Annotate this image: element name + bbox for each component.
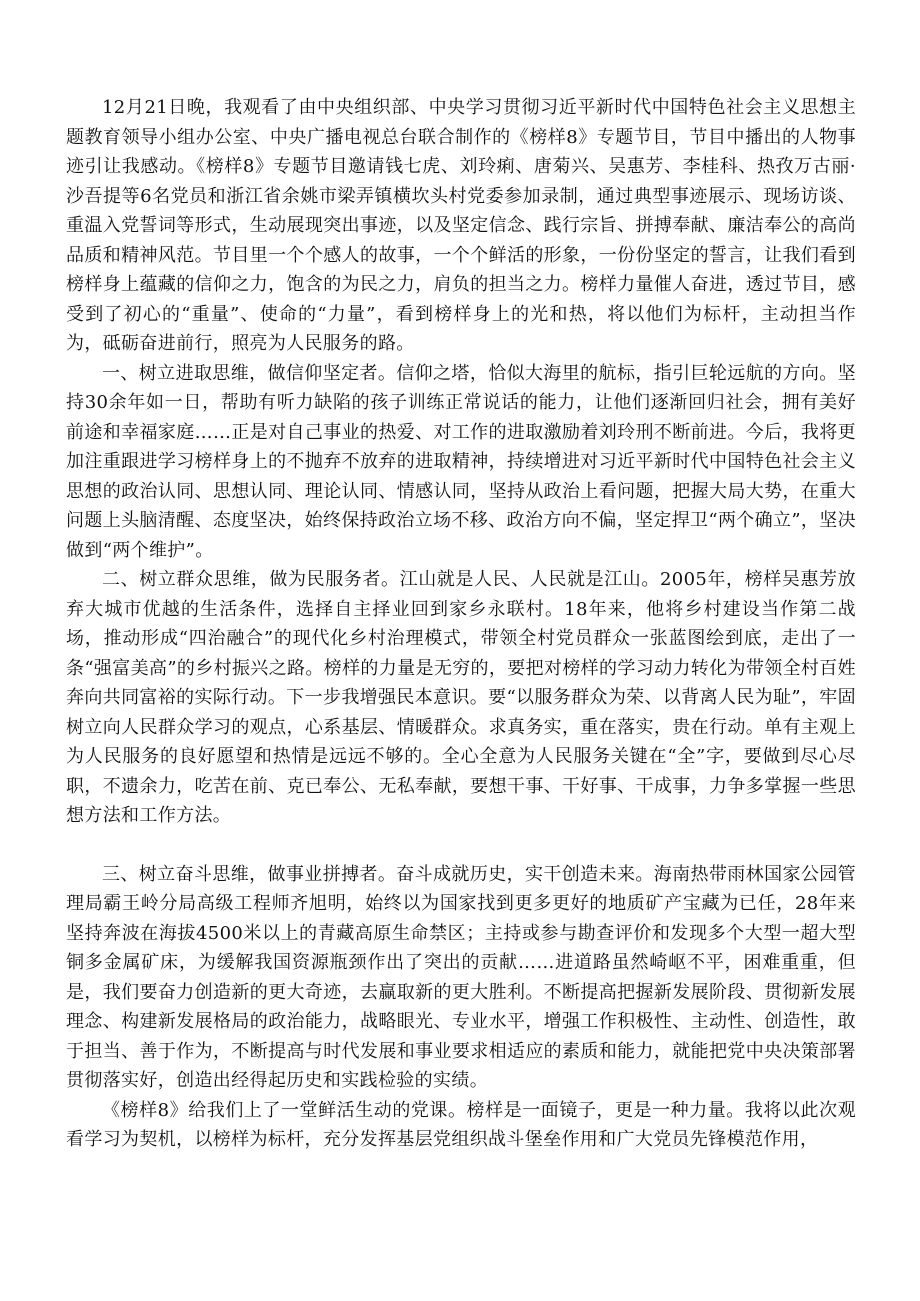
paragraph-conclusion: 《榜样8》给我们上了一堂鲜活生动的党课。榜样是一面镜子，更是一种力量。我将以此次观看学习为契机，以榜样为标杆，充分发挥基层党组织战斗堡垒作用和广大党员先锋模范作用， bbox=[66, 1099, 856, 1150]
paragraph-intro: 12月21日晚，我观看了由中央组织部、中央学习贯彻习近平新时代中国特色社会主义思想主题教育领导小组办公室、中央广播电视总台联合制作的《榜样8》专题节目，节目中播出的人物事迹引让我感动。《榜样8》专题节目邀请钱七虎、刘玲痢、唐菊兴、吴惠芳、李桂科、热孜万古丽·沙吾提等6名党员和浙江省余姚市梁弄镇横坎头村党委参加录制，通过典型事迹展示、现场访谈、重温入党誓词等形式，生动展现突出事迹，以及坚定信念、践行宗旨、拼搏奉献、廉洁奉公的高尚品质和精神风范。节目里一个个感人的故事，一个个鲜活的形象，一份份坚定的誓言，让我们看到榜样身上蕴藏的信仰之力，饱含的为民之力，肩负的担当之力。榜样力量催人奋进，透过节目，感受到了初心的“重量”、使命的“力量”，看到榜样身上的光和热，将以他们为标杆，主动担当作为，砥砺奋进前行，照亮为人民服务的路。 bbox=[66, 97, 856, 354]
document-body bbox=[66, 93, 856, 1155]
paragraph-section-two: 二、树立群众思维，做为民服务者。江山就是人民、人民就是江山。2005年，榜样吴惠芳放弃大城市优越的生活条件，选择自主择业回到家乡永联村。18年来，他将乡村建设当作第二战场，推动形成“四治融合”的现代化乡村治理模式，带领全村党员群众一张蓝图绘到底，走出了一条“强富美高”的乡村振兴之路。榜样的力量是无穷的，要把对榜样的学习动力转化为带领全村百姓奔向共同富裕的实际行动。下一步我增强民本意识。要“以服务群众为荣、以背离人民为耻”，牢固树立向人民群众学习的观点，心系基层、情暖群众。求真务实，重在落实，贵在行动。单有主观上为人民服务的良好愿望和热情是远远不够的。全心全意为人民服务关键在“全”字，要做到尽心尽职，不遗余力，吃苦在前、克已奉公、无私奉献，要想干事、干好事、干成事，力争多掌握一些思想方法和工作方法。 bbox=[66, 569, 856, 826]
paragraph-section-one: 一、树立进取思维，做信仰坚定者。信仰之塔，恰似大海里的航标，指引巨轮远航的方向。坚持30余年如一日，帮助有听力缺陷的孩子训练正常说话的能力，让他们逐渐回归社会，拥有美好前途和幸福家庭……正是对自己事业的热爱、对工作的进取激励着刘玲刑不断前进。今后，我将更加注重跟进学习榜样身上的不抛弃不放弃的进取精神，持续增进对习近平新时代中国特色社会主义思想的政治认同、思想认同、理论认同、情感认同，坚持从政治上看问题，把握大局大势，在重大问题上头脑清醒、态度坚决，始终保持政治立场不移、政治方向不偏，坚定捍卫“两个确立”，坚决做到“两个维护”。 bbox=[66, 362, 856, 561]
paragraph-section-three: 三、树立奋斗思维，做事业拼搏者。奋斗成就历史，实干创造未来。海南热带雨林国家公园管理局霸王岭分局高级工程师齐旭明，始终以为国家找到更多更好的地质矿产宝藏为已任，28年来坚持奔波在海拔4500米以上的青藏高原生命禁区；主持或参与勘查评价和发现多个大型一超大型铜多金属矿床，为缓解我国资源瓶颈作出了突出的贡献……进道路虽然崎岖不平，困难重重，但是，我们要奋力创造新的更大奇迹，去赢取新的更大胜利。不断提高把握新发展阶段、贯彻新发展理念、构建新发展格局的政治能力，战略眼光、专业水平，增强工作积极性、主动性、创造性，敢于担当、善于作为，不断提高与时代发展和事业要求相适应的素质和能力，就能把党中央决策部署贯彻落实好，创造出经得起历史和实践检验的实绩。 bbox=[66, 863, 856, 1091]
